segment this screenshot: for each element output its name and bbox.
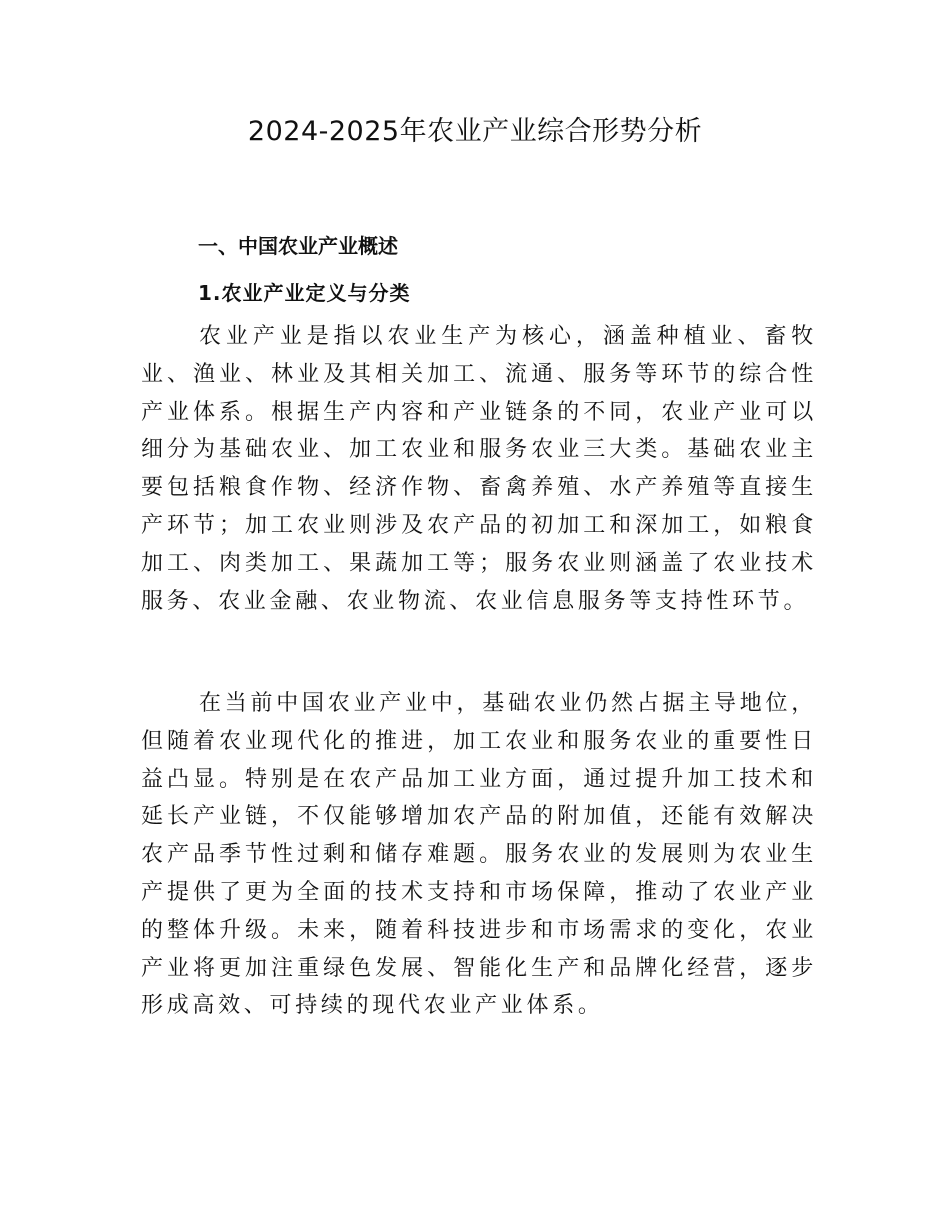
document-title: 2024-2025年农业产业综合形势分析 xyxy=(247,116,703,147)
body-paragraph: 农业产业是指以农业生产为核心，涵盖种植业、畜牧业、渔业、林业及其相关加工、流通、服务等环节的综合性产业体系。根据生产内容和产业链条的不同，农业产业可以细分为基础农业、加工农业和服务农业三大类。基础农业主要包括粮食作物、经济作物、畜禽养殖、水产养殖等直接生产环节；加工农业则涉及农产品的初加工和深加工，如粮食加工、肉类加工、果蔬加工等；服务农业则涵盖了农业技术服务、农业金融、农业物流、农业信息服务等支持性环节。 xyxy=(141,324,817,614)
section-heading: 一、中国农业产业概述 xyxy=(198,234,398,258)
subsection-heading: 1.农业产业定义与分类 xyxy=(198,281,411,305)
body-paragraph: 在当前中国农业产业中，基础农业仍然占据主导地位，但随着农业现代化的推进，加工农业和服务农业的重要性日益凸显。特别是在农产品加工业方面，通过提升加工技术和延长产业链，不仅能够增加农产品的附加值，还能有效解决农产品季节性过剩和储存难题。服务农业的发展则为农业生产提供了更为全面的技术支持和市场保障，推动了农业产业的整体升级。未来，随着科技进步和市场需求的变化，农业产业将更加注重绿色发展、智能化生产和品牌化经营，逐步形成高效、可持续的现代农业产业体系。 xyxy=(141,691,817,1019)
